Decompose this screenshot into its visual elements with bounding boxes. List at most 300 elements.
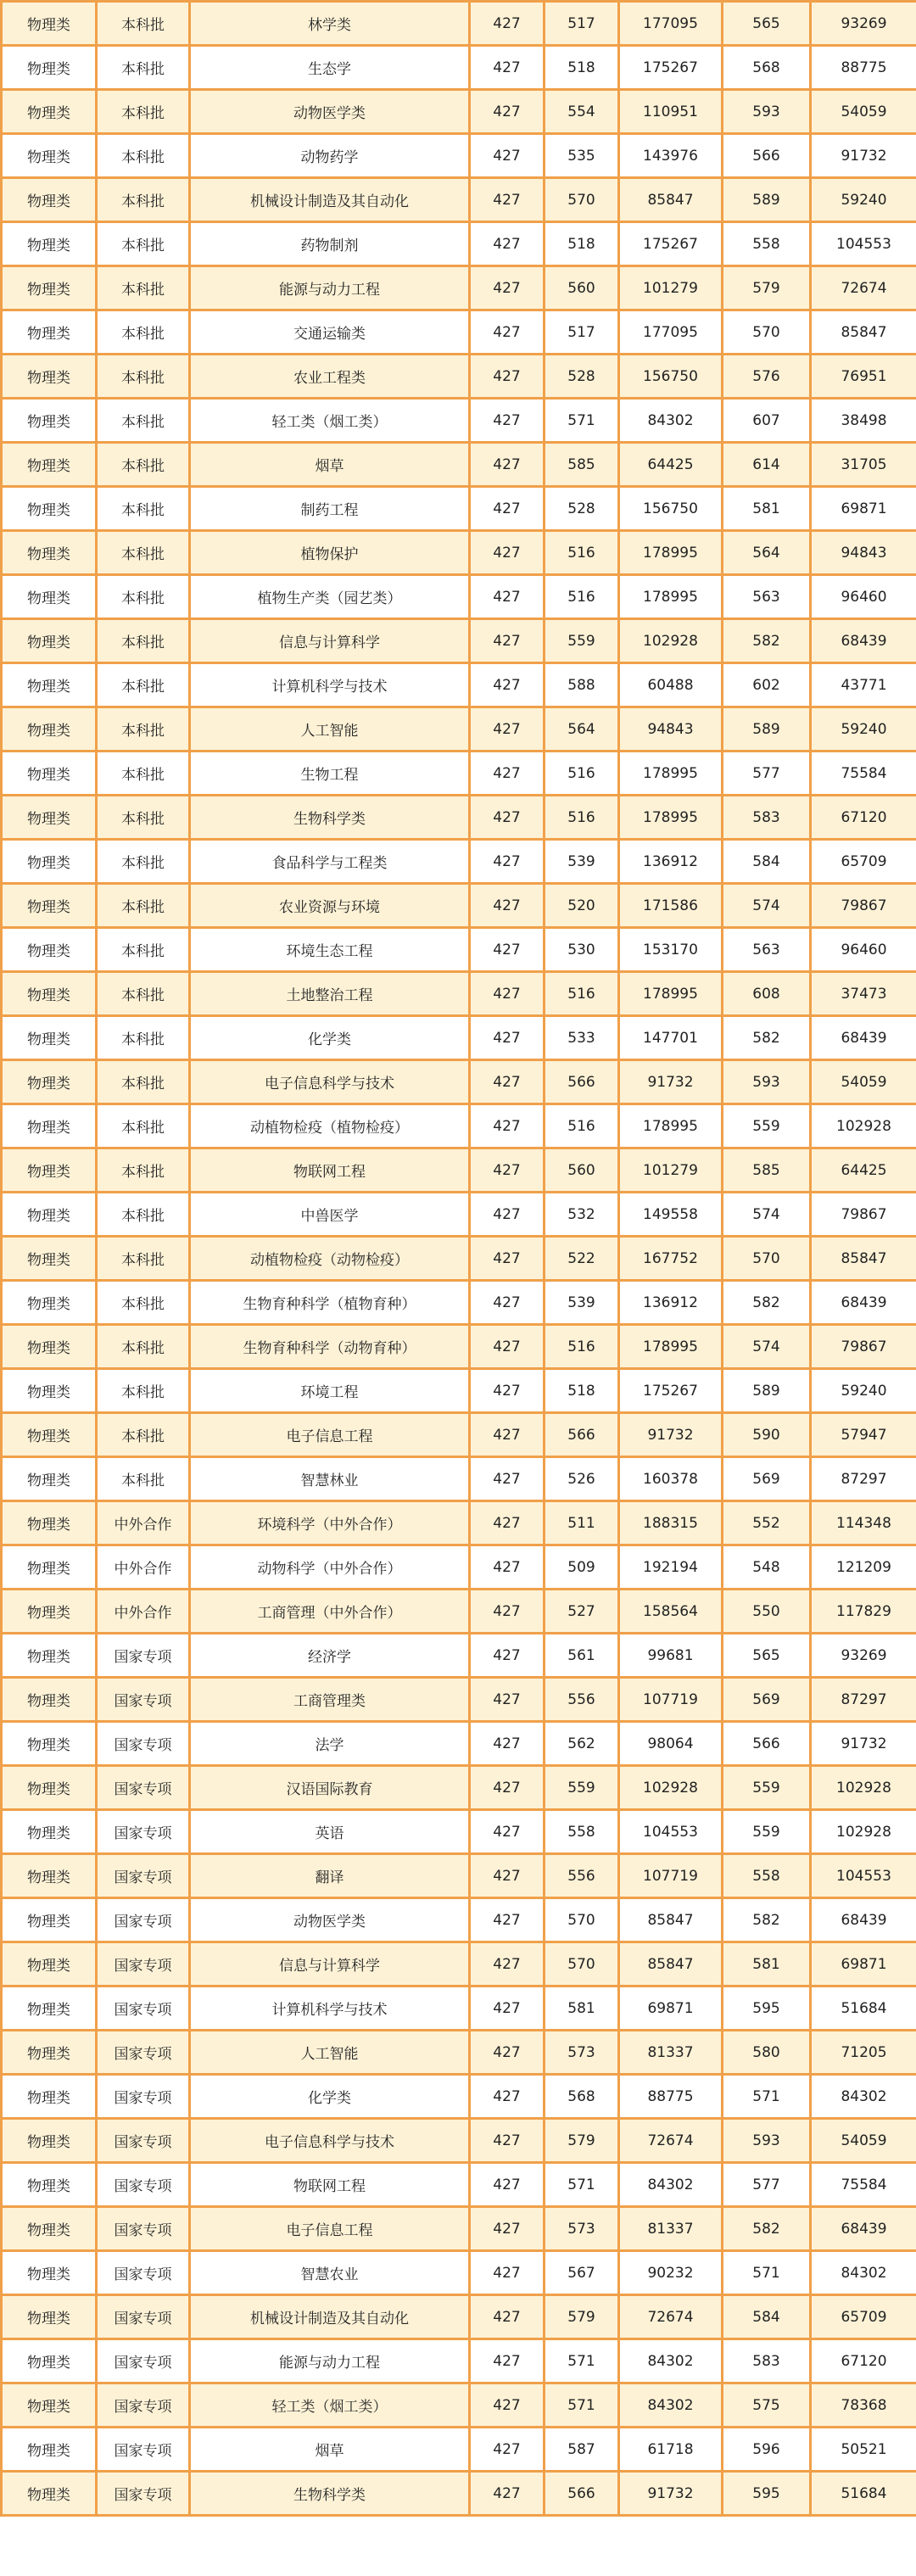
control-line-cell: 427 bbox=[470, 707, 545, 752]
table-row bbox=[2, 399, 916, 443]
subject-category-cell: 物理类 bbox=[2, 884, 97, 928]
table-row bbox=[2, 1678, 916, 1722]
batch-cell: 本科批 bbox=[97, 266, 190, 310]
max-rank-cell: 57947 bbox=[811, 1413, 916, 1457]
major-cell: 植物生产类（园艺类） bbox=[190, 575, 470, 619]
max-rank-cell: 51684 bbox=[811, 2472, 916, 2516]
max-score-cell: 581 bbox=[723, 1942, 811, 1986]
max-rank-cell: 117829 bbox=[811, 1590, 916, 1634]
min-score-cell: 560 bbox=[545, 266, 619, 310]
min-rank-cell: 177095 bbox=[619, 310, 723, 355]
table-row bbox=[2, 1986, 916, 2031]
max-score-cell: 563 bbox=[723, 928, 811, 972]
max-rank-cell: 64425 bbox=[811, 1148, 916, 1193]
min-score-cell: 518 bbox=[545, 46, 619, 90]
control-line-cell: 427 bbox=[470, 928, 545, 972]
max-score-cell: 565 bbox=[723, 2, 811, 46]
table-row bbox=[2, 90, 916, 134]
min-rank-cell: 99681 bbox=[619, 1634, 723, 1678]
control-line-cell: 427 bbox=[470, 2472, 545, 2516]
min-score-cell: 528 bbox=[545, 355, 619, 399]
major-cell: 人工智能 bbox=[190, 2031, 470, 2075]
min-score-cell: 573 bbox=[545, 2207, 619, 2251]
max-score-cell: 552 bbox=[723, 1501, 811, 1545]
control-line-cell: 427 bbox=[470, 2163, 545, 2207]
max-rank-cell: 84302 bbox=[811, 2251, 916, 2295]
min-score-cell: 522 bbox=[545, 1237, 619, 1281]
table-row bbox=[2, 1942, 916, 1986]
control-line-cell: 427 bbox=[470, 2339, 545, 2383]
max-score-cell: 582 bbox=[723, 619, 811, 663]
min-rank-cell: 101279 bbox=[619, 1148, 723, 1193]
batch-cell: 本科批 bbox=[97, 1413, 190, 1457]
control-line-cell: 427 bbox=[470, 310, 545, 355]
batch-cell: 国家专项 bbox=[97, 1634, 190, 1678]
min-rank-cell: 178995 bbox=[619, 972, 723, 1016]
min-score-cell: 571 bbox=[545, 2383, 619, 2428]
min-score-cell: 539 bbox=[545, 840, 619, 884]
min-score-cell: 579 bbox=[545, 2295, 619, 2339]
batch-cell: 本科批 bbox=[97, 928, 190, 972]
control-line-cell: 427 bbox=[470, 134, 545, 178]
min-rank-cell: 178995 bbox=[619, 796, 723, 840]
max-rank-cell: 68439 bbox=[811, 1898, 916, 1942]
control-line-cell: 427 bbox=[470, 1898, 545, 1942]
major-cell: 物联网工程 bbox=[190, 1148, 470, 1193]
table-row bbox=[2, 310, 916, 355]
batch-cell: 本科批 bbox=[97, 443, 190, 487]
min-score-cell: 567 bbox=[545, 2251, 619, 2295]
min-rank-cell: 136912 bbox=[619, 840, 723, 884]
max-rank-cell: 68439 bbox=[811, 619, 916, 663]
batch-cell: 国家专项 bbox=[97, 2163, 190, 2207]
batch-cell: 本科批 bbox=[97, 1369, 190, 1413]
control-line-cell: 427 bbox=[470, 1237, 545, 1281]
min-score-cell: 511 bbox=[545, 1501, 619, 1545]
subject-category-cell: 物理类 bbox=[2, 928, 97, 972]
min-score-cell: 561 bbox=[545, 1634, 619, 1678]
max-rank-cell: 54059 bbox=[811, 2119, 916, 2163]
min-score-cell: 539 bbox=[545, 1281, 619, 1325]
table-row bbox=[2, 1325, 916, 1369]
min-score-cell: 518 bbox=[545, 222, 619, 266]
major-cell: 电子信息科学与技术 bbox=[190, 1060, 470, 1104]
control-line-cell: 427 bbox=[470, 90, 545, 134]
major-cell: 工商管理类 bbox=[190, 1678, 470, 1722]
table-row bbox=[2, 928, 916, 972]
subject-category-cell: 物理类 bbox=[2, 1281, 97, 1325]
major-cell: 中兽医学 bbox=[190, 1193, 470, 1237]
control-line-cell: 427 bbox=[470, 1281, 545, 1325]
batch-cell: 国家专项 bbox=[97, 2075, 190, 2119]
control-line-cell: 427 bbox=[470, 46, 545, 90]
batch-cell: 国家专项 bbox=[97, 1986, 190, 2031]
max-score-cell: 563 bbox=[723, 575, 811, 619]
major-cell: 动植物检疫（动物检疫） bbox=[190, 1237, 470, 1281]
control-line-cell: 427 bbox=[470, 443, 545, 487]
max-rank-cell: 43771 bbox=[811, 663, 916, 707]
max-rank-cell: 59240 bbox=[811, 707, 916, 752]
max-score-cell: 569 bbox=[723, 1457, 811, 1501]
control-line-cell: 427 bbox=[470, 1810, 545, 1854]
min-score-cell: 520 bbox=[545, 884, 619, 928]
subject-category-cell: 物理类 bbox=[2, 46, 97, 90]
control-line-cell: 427 bbox=[470, 1854, 545, 1898]
table-row bbox=[2, 619, 916, 663]
max-rank-cell: 91732 bbox=[811, 134, 916, 178]
table-row bbox=[2, 796, 916, 840]
min-score-cell: 528 bbox=[545, 487, 619, 531]
subject-category-cell: 物理类 bbox=[2, 2119, 97, 2163]
control-line-cell: 427 bbox=[470, 399, 545, 443]
subject-category-cell: 物理类 bbox=[2, 2472, 97, 2516]
major-cell: 环境生态工程 bbox=[190, 928, 470, 972]
major-cell: 农业资源与环境 bbox=[190, 884, 470, 928]
max-rank-cell: 87297 bbox=[811, 1678, 916, 1722]
min-rank-cell: 158564 bbox=[619, 1590, 723, 1634]
max-rank-cell: 79867 bbox=[811, 1193, 916, 1237]
max-score-cell: 602 bbox=[723, 663, 811, 707]
major-cell: 计算机科学与技术 bbox=[190, 1986, 470, 2031]
subject-category-cell: 物理类 bbox=[2, 487, 97, 531]
min-rank-cell: 167752 bbox=[619, 1237, 723, 1281]
major-cell: 植物保护 bbox=[190, 531, 470, 575]
max-score-cell: 576 bbox=[723, 355, 811, 399]
max-rank-cell: 102928 bbox=[811, 1104, 916, 1148]
batch-cell: 本科批 bbox=[97, 178, 190, 222]
max-score-cell: 589 bbox=[723, 1369, 811, 1413]
min-rank-cell: 178995 bbox=[619, 1325, 723, 1369]
subject-category-cell: 物理类 bbox=[2, 1590, 97, 1634]
max-rank-cell: 104553 bbox=[811, 1854, 916, 1898]
batch-cell: 本科批 bbox=[97, 90, 190, 134]
major-cell: 法学 bbox=[190, 1722, 470, 1766]
major-cell: 动物科学（中外合作） bbox=[190, 1545, 470, 1590]
table-row bbox=[2, 1016, 916, 1060]
major-cell: 动物医学类 bbox=[190, 90, 470, 134]
subject-category-cell: 物理类 bbox=[2, 1766, 97, 1810]
subject-category-cell: 物理类 bbox=[2, 1413, 97, 1457]
batch-cell: 中外合作 bbox=[97, 1590, 190, 1634]
control-line-cell: 427 bbox=[470, 1060, 545, 1104]
min-rank-cell: 72674 bbox=[619, 2295, 723, 2339]
table-row bbox=[2, 1722, 916, 1766]
min-score-cell: 570 bbox=[545, 1898, 619, 1942]
max-rank-cell: 75584 bbox=[811, 2163, 916, 2207]
major-cell: 电子信息工程 bbox=[190, 2207, 470, 2251]
major-cell: 动物医学类 bbox=[190, 1898, 470, 1942]
subject-category-cell: 物理类 bbox=[2, 443, 97, 487]
major-cell: 智慧农业 bbox=[190, 2251, 470, 2295]
table-row bbox=[2, 1810, 916, 1854]
subject-category-cell: 物理类 bbox=[2, 619, 97, 663]
major-cell: 信息与计算科学 bbox=[190, 1942, 470, 1986]
batch-cell: 本科批 bbox=[97, 840, 190, 884]
max-score-cell: 579 bbox=[723, 266, 811, 310]
major-cell: 烟草 bbox=[190, 2428, 470, 2472]
max-score-cell: 550 bbox=[723, 1590, 811, 1634]
min-rank-cell: 98064 bbox=[619, 1722, 723, 1766]
batch-cell: 国家专项 bbox=[97, 1678, 190, 1722]
min-rank-cell: 178995 bbox=[619, 752, 723, 796]
min-score-cell: 556 bbox=[545, 1678, 619, 1722]
subject-category-cell: 物理类 bbox=[2, 972, 97, 1016]
table-row bbox=[2, 2207, 916, 2251]
min-score-cell: 560 bbox=[545, 1148, 619, 1193]
max-rank-cell: 85847 bbox=[811, 310, 916, 355]
min-rank-cell: 178995 bbox=[619, 531, 723, 575]
max-rank-cell: 31705 bbox=[811, 443, 916, 487]
major-cell: 动植物检疫（植物检疫） bbox=[190, 1104, 470, 1148]
subject-category-cell: 物理类 bbox=[2, 1193, 97, 1237]
max-rank-cell: 65709 bbox=[811, 840, 916, 884]
table-row bbox=[2, 487, 916, 531]
min-rank-cell: 175267 bbox=[619, 1369, 723, 1413]
min-rank-cell: 177095 bbox=[619, 2, 723, 46]
min-score-cell: 533 bbox=[545, 1016, 619, 1060]
max-rank-cell: 76951 bbox=[811, 355, 916, 399]
batch-cell: 国家专项 bbox=[97, 2119, 190, 2163]
control-line-cell: 427 bbox=[470, 972, 545, 1016]
major-cell: 智慧林业 bbox=[190, 1457, 470, 1501]
major-cell: 能源与动力工程 bbox=[190, 2339, 470, 2383]
subject-category-cell: 物理类 bbox=[2, 178, 97, 222]
control-line-cell: 427 bbox=[470, 796, 545, 840]
min-score-cell: 570 bbox=[545, 1942, 619, 1986]
max-rank-cell: 87297 bbox=[811, 1457, 916, 1501]
table-row bbox=[2, 1193, 916, 1237]
max-rank-cell: 59240 bbox=[811, 1369, 916, 1413]
max-rank-cell: 67120 bbox=[811, 2339, 916, 2383]
max-rank-cell: 69871 bbox=[811, 1942, 916, 1986]
max-rank-cell: 102928 bbox=[811, 1810, 916, 1854]
min-score-cell: 571 bbox=[545, 2163, 619, 2207]
subject-category-cell: 物理类 bbox=[2, 266, 97, 310]
major-cell: 电子信息工程 bbox=[190, 1413, 470, 1457]
major-cell: 翻译 bbox=[190, 1854, 470, 1898]
table-row bbox=[2, 134, 916, 178]
max-score-cell: 590 bbox=[723, 1413, 811, 1457]
batch-cell: 本科批 bbox=[97, 752, 190, 796]
control-line-cell: 427 bbox=[470, 2295, 545, 2339]
max-score-cell: 595 bbox=[723, 1986, 811, 2031]
min-rank-cell: 84302 bbox=[619, 399, 723, 443]
max-score-cell: 574 bbox=[723, 1193, 811, 1237]
table-row bbox=[2, 2163, 916, 2207]
major-cell: 英语 bbox=[190, 1810, 470, 1854]
control-line-cell: 427 bbox=[470, 884, 545, 928]
max-rank-cell: 84302 bbox=[811, 2075, 916, 2119]
max-score-cell: 607 bbox=[723, 399, 811, 443]
min-rank-cell: 85847 bbox=[619, 178, 723, 222]
major-cell: 环境科学（中外合作） bbox=[190, 1501, 470, 1545]
major-cell: 汉语国际教育 bbox=[190, 1766, 470, 1810]
batch-cell: 本科批 bbox=[97, 1281, 190, 1325]
subject-category-cell: 物理类 bbox=[2, 1148, 97, 1193]
major-cell: 工商管理（中外合作） bbox=[190, 1590, 470, 1634]
min-score-cell: 527 bbox=[545, 1590, 619, 1634]
min-rank-cell: 178995 bbox=[619, 1104, 723, 1148]
major-cell: 生物育种科学（植物育种） bbox=[190, 1281, 470, 1325]
min-rank-cell: 85847 bbox=[619, 1898, 723, 1942]
min-score-cell: 535 bbox=[545, 134, 619, 178]
major-cell: 农业工程类 bbox=[190, 355, 470, 399]
max-score-cell: 565 bbox=[723, 1634, 811, 1678]
table-row bbox=[2, 1501, 916, 1545]
subject-category-cell: 物理类 bbox=[2, 2075, 97, 2119]
max-rank-cell: 104553 bbox=[811, 222, 916, 266]
table-row bbox=[2, 1898, 916, 1942]
max-rank-cell: 65709 bbox=[811, 2295, 916, 2339]
max-score-cell: 581 bbox=[723, 487, 811, 531]
table-row bbox=[2, 1104, 916, 1148]
min-score-cell: 562 bbox=[545, 1722, 619, 1766]
control-line-cell: 427 bbox=[470, 619, 545, 663]
subject-category-cell: 物理类 bbox=[2, 2, 97, 46]
min-score-cell: 532 bbox=[545, 1193, 619, 1237]
subject-category-cell: 物理类 bbox=[2, 2339, 97, 2383]
min-score-cell: 566 bbox=[545, 1413, 619, 1457]
table-row bbox=[2, 663, 916, 707]
table-row bbox=[2, 1237, 916, 1281]
control-line-cell: 427 bbox=[470, 663, 545, 707]
max-score-cell: 584 bbox=[723, 2295, 811, 2339]
max-score-cell: 589 bbox=[723, 707, 811, 752]
table-row bbox=[2, 1369, 916, 1413]
subject-category-cell: 物理类 bbox=[2, 1545, 97, 1590]
min-rank-cell: 102928 bbox=[619, 619, 723, 663]
major-cell: 土地整治工程 bbox=[190, 972, 470, 1016]
max-score-cell: 570 bbox=[723, 1237, 811, 1281]
max-rank-cell: 93269 bbox=[811, 2, 916, 46]
min-score-cell: 559 bbox=[545, 619, 619, 663]
max-score-cell: 582 bbox=[723, 2207, 811, 2251]
min-score-cell: 530 bbox=[545, 928, 619, 972]
max-score-cell: 593 bbox=[723, 90, 811, 134]
min-rank-cell: 188315 bbox=[619, 1501, 723, 1545]
control-line-cell: 427 bbox=[470, 1413, 545, 1457]
max-score-cell: 558 bbox=[723, 222, 811, 266]
max-rank-cell: 50521 bbox=[811, 2428, 916, 2472]
min-rank-cell: 192194 bbox=[619, 1545, 723, 1590]
major-cell: 生物科学类 bbox=[190, 796, 470, 840]
major-cell: 交通运输类 bbox=[190, 310, 470, 355]
control-line-cell: 427 bbox=[470, 2119, 545, 2163]
min-rank-cell: 85847 bbox=[619, 1942, 723, 1986]
control-line-cell: 427 bbox=[470, 1986, 545, 2031]
subject-category-cell: 物理类 bbox=[2, 531, 97, 575]
max-rank-cell: 67120 bbox=[811, 796, 916, 840]
batch-cell: 本科批 bbox=[97, 222, 190, 266]
min-score-cell: 568 bbox=[545, 2075, 619, 2119]
batch-cell: 本科批 bbox=[97, 46, 190, 90]
control-line-cell: 427 bbox=[470, 178, 545, 222]
major-cell: 物联网工程 bbox=[190, 2163, 470, 2207]
min-score-cell: 516 bbox=[545, 1104, 619, 1148]
batch-cell: 国家专项 bbox=[97, 1898, 190, 1942]
major-cell: 动物药学 bbox=[190, 134, 470, 178]
table-row bbox=[2, 2, 916, 46]
table-row bbox=[2, 1634, 916, 1678]
table-row bbox=[2, 2075, 916, 2119]
min-score-cell: 566 bbox=[545, 1060, 619, 1104]
min-score-cell: 518 bbox=[545, 1369, 619, 1413]
max-rank-cell: 96460 bbox=[811, 928, 916, 972]
major-cell: 环境工程 bbox=[190, 1369, 470, 1413]
control-line-cell: 427 bbox=[470, 840, 545, 884]
batch-cell: 本科批 bbox=[97, 1193, 190, 1237]
subject-category-cell: 物理类 bbox=[2, 663, 97, 707]
subject-category-cell: 物理类 bbox=[2, 1104, 97, 1148]
control-line-cell: 427 bbox=[470, 2, 545, 46]
subject-category-cell: 物理类 bbox=[2, 1325, 97, 1369]
min-score-cell: 509 bbox=[545, 1545, 619, 1590]
max-rank-cell: 37473 bbox=[811, 972, 916, 1016]
table-row bbox=[2, 1413, 916, 1457]
control-line-cell: 427 bbox=[470, 575, 545, 619]
control-line-cell: 427 bbox=[470, 1590, 545, 1634]
max-score-cell: 608 bbox=[723, 972, 811, 1016]
min-score-cell: 556 bbox=[545, 1854, 619, 1898]
subject-category-cell: 物理类 bbox=[2, 575, 97, 619]
min-score-cell: 571 bbox=[545, 399, 619, 443]
max-score-cell: 559 bbox=[723, 1766, 811, 1810]
table-row bbox=[2, 178, 916, 222]
subject-category-cell: 物理类 bbox=[2, 1986, 97, 2031]
min-rank-cell: 136912 bbox=[619, 1281, 723, 1325]
min-score-cell: 566 bbox=[545, 2472, 619, 2516]
subject-category-cell: 物理类 bbox=[2, 796, 97, 840]
control-line-cell: 427 bbox=[470, 1369, 545, 1413]
batch-cell: 国家专项 bbox=[97, 2207, 190, 2251]
batch-cell: 本科批 bbox=[97, 1457, 190, 1501]
max-score-cell: 583 bbox=[723, 2339, 811, 2383]
min-rank-cell: 147701 bbox=[619, 1016, 723, 1060]
table-row bbox=[2, 707, 916, 752]
min-score-cell: 558 bbox=[545, 1810, 619, 1854]
major-cell: 制药工程 bbox=[190, 487, 470, 531]
table-row bbox=[2, 1281, 916, 1325]
max-score-cell: 593 bbox=[723, 2119, 811, 2163]
min-rank-cell: 107719 bbox=[619, 1678, 723, 1722]
min-score-cell: 526 bbox=[545, 1457, 619, 1501]
min-rank-cell: 84302 bbox=[619, 2339, 723, 2383]
max-rank-cell: 69871 bbox=[811, 487, 916, 531]
subject-category-cell: 物理类 bbox=[2, 355, 97, 399]
subject-category-cell: 物理类 bbox=[2, 840, 97, 884]
table-row bbox=[2, 1545, 916, 1590]
control-line-cell: 427 bbox=[470, 1457, 545, 1501]
batch-cell: 国家专项 bbox=[97, 1942, 190, 1986]
table-row bbox=[2, 752, 916, 796]
table-row bbox=[2, 972, 916, 1016]
max-score-cell: 569 bbox=[723, 1678, 811, 1722]
batch-cell: 国家专项 bbox=[97, 1854, 190, 1898]
max-score-cell: 548 bbox=[723, 1545, 811, 1590]
min-score-cell: 570 bbox=[545, 178, 619, 222]
max-rank-cell: 71205 bbox=[811, 2031, 916, 2075]
min-score-cell: 516 bbox=[545, 575, 619, 619]
min-rank-cell: 84302 bbox=[619, 2163, 723, 2207]
min-score-cell: 579 bbox=[545, 2119, 619, 2163]
batch-cell: 国家专项 bbox=[97, 2339, 190, 2383]
min-rank-cell: 104553 bbox=[619, 1810, 723, 1854]
control-line-cell: 427 bbox=[470, 1148, 545, 1193]
min-score-cell: 517 bbox=[545, 310, 619, 355]
subject-category-cell: 物理类 bbox=[2, 1457, 97, 1501]
min-rank-cell: 91732 bbox=[619, 2472, 723, 2516]
control-line-cell: 427 bbox=[470, 1325, 545, 1369]
